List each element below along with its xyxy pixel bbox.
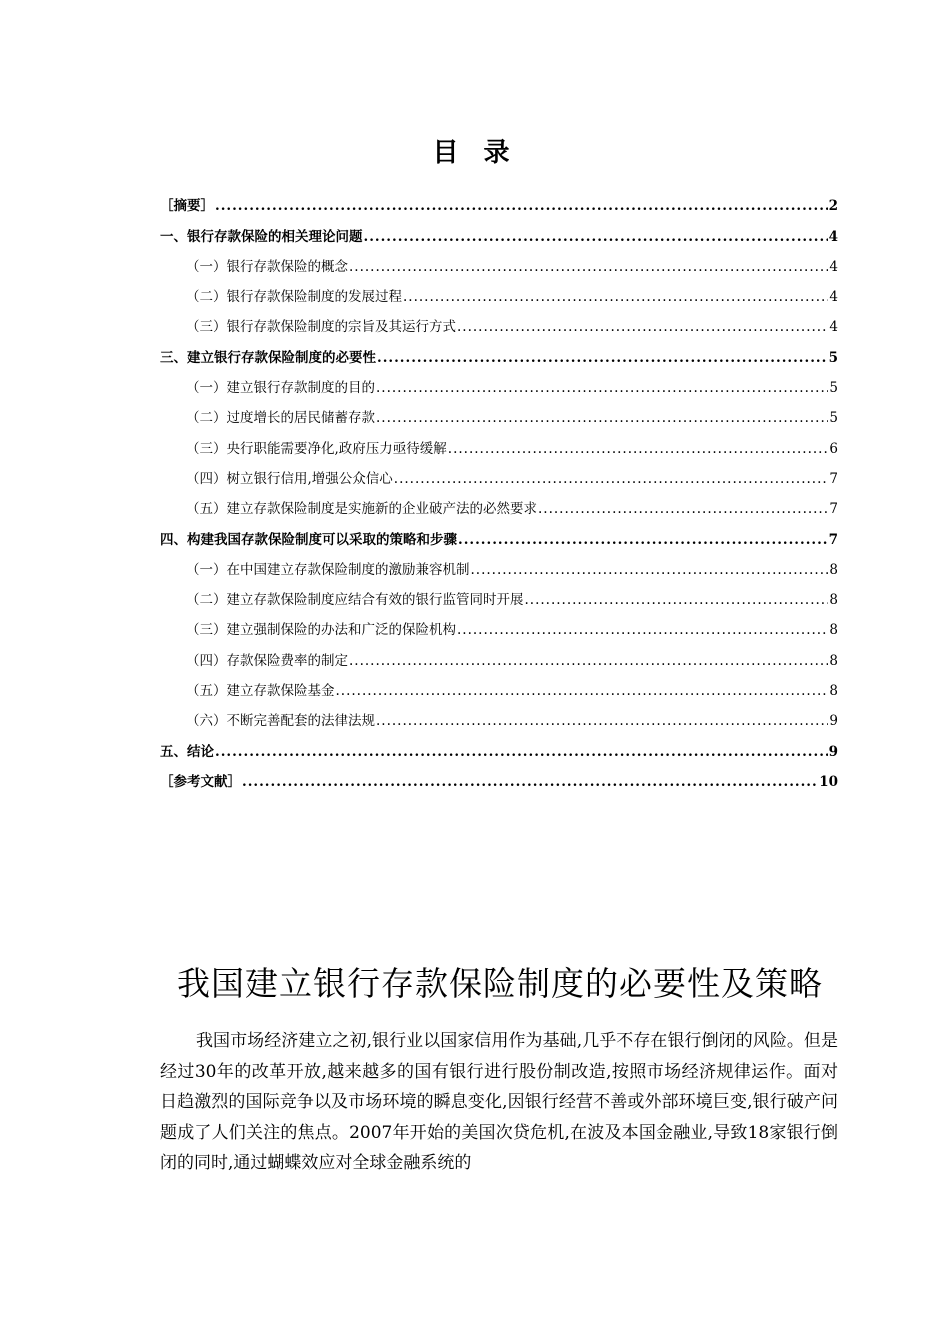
toc-entry-page: 8 xyxy=(829,683,838,700)
toc-entry[interactable] xyxy=(160,214,838,244)
toc-entry-page: 4 xyxy=(829,258,838,275)
toc-entry[interactable] xyxy=(160,366,838,396)
toc-dot-leader xyxy=(394,471,829,487)
toc-entry[interactable] xyxy=(160,608,838,638)
toc-dot-leader xyxy=(457,319,828,335)
toc-entry-title: （二）建立存款保险制度应结合有效的银行监管同时开展 xyxy=(186,592,524,609)
toc-entry-title: （二）过度增长的居民储蓄存款 xyxy=(186,410,375,427)
toc-entry-page: 10 xyxy=(819,773,838,790)
toc-entry[interactable] xyxy=(160,396,838,426)
document-title: 我国建立银行存款保险制度的必要性及策略 xyxy=(177,964,823,1003)
toc-entry-page: 9 xyxy=(829,713,838,730)
toc-dot-leader xyxy=(471,562,829,578)
toc-entry[interactable] xyxy=(160,548,838,578)
body-paragraph: 我国市场经济建立之初,银行业以国家信用作为基础,几乎不存在银行倒闭的风险。但是经过30年的改革开放,越来越多的国有银行进行股份制改造,按照市场经济规律运作。面对日趋激烈的国际竞争以及市场环境的瞬息变化,因银行经营不善或外部环境巨变,银行破产问题成了人们关注的焦点。2007年开始的美国次贷危机,在波及本国金融业,导致18家银行倒闭的同时,通过蝴蝶效应对全球金融系统的 xyxy=(160,1031,838,1173)
toc-entry[interactable] xyxy=(160,457,838,487)
toc-title: 目 录 xyxy=(432,138,518,168)
toc-entry-page: 2 xyxy=(828,198,838,215)
toc-entry[interactable] xyxy=(160,335,838,365)
toc-dot-leader xyxy=(403,289,828,305)
toc-entry-title: （六）不断完善配套的法律法规 xyxy=(186,713,375,730)
toc-entry-title: （三）央行职能需要净化,政府压力亟待缓解 xyxy=(186,440,447,457)
toc-entry[interactable] xyxy=(160,729,838,759)
toc-entry-page: 5 xyxy=(828,349,838,366)
toc-entry[interactable] xyxy=(160,275,838,305)
toc-entry-page: 7 xyxy=(829,501,838,518)
toc-dot-leader xyxy=(215,744,828,760)
toc-entry-page: 8 xyxy=(829,561,838,578)
toc-dot-leader xyxy=(215,198,828,214)
toc-entry[interactable] xyxy=(160,760,838,790)
toc-entry[interactable] xyxy=(160,245,838,275)
toc-entry-title: （一）在中国建立存款保险制度的激励兼容机制 xyxy=(186,561,470,578)
toc-dot-leader xyxy=(525,592,829,608)
toc-entry[interactable] xyxy=(160,638,838,668)
toc-entry[interactable] xyxy=(160,305,838,335)
toc-entry-title: （三）银行存款保险制度的宗旨及其运行方式 xyxy=(186,319,456,336)
toc-entry-title: （一）建立银行存款制度的目的 xyxy=(186,380,375,397)
toc-entry-title: ［参考文献］ xyxy=(160,773,241,790)
toc-entry[interactable] xyxy=(160,184,838,214)
toc-dot-leader xyxy=(364,229,828,245)
toc-dot-leader xyxy=(336,683,829,699)
toc-entry-page: 4 xyxy=(828,228,838,245)
toc-entry-page: 5 xyxy=(829,410,838,427)
toc-entry-title: 五、结论 xyxy=(160,743,214,760)
toc-entry[interactable] xyxy=(160,487,838,517)
toc-entry-title: （一）银行存款保险的概念 xyxy=(186,258,348,275)
toc-entry-title: （二）银行存款保险制度的发展过程 xyxy=(186,289,402,306)
toc-entry-page: 8 xyxy=(829,592,838,609)
toc-dot-leader xyxy=(376,410,828,426)
toc-entry-page: 4 xyxy=(829,319,838,336)
toc-entry-page: 4 xyxy=(829,289,838,306)
table-of-contents xyxy=(160,184,838,790)
toc-entry-page: 7 xyxy=(828,531,838,548)
toc-entry-title: （五）建立存款保险制度是实施新的企业破产法的必然要求 xyxy=(186,501,537,518)
toc-dot-leader xyxy=(242,774,818,790)
toc-entry-title: （四）树立银行信用,增强公众信心 xyxy=(186,470,393,487)
toc-entry-title: 三、建立银行存款保险制度的必要性 xyxy=(160,349,376,366)
toc-entry-page: 8 xyxy=(829,622,838,639)
toc-entry-title: （三）建立强制保险的办法和广泛的保险机构 xyxy=(186,622,456,639)
toc-dot-leader xyxy=(458,532,828,548)
toc-dot-leader xyxy=(376,380,828,396)
toc-entry-page: 5 xyxy=(829,380,838,397)
toc-entry[interactable] xyxy=(160,669,838,699)
toc-entry[interactable] xyxy=(160,426,838,456)
toc-dot-leader xyxy=(448,441,829,457)
toc-dot-leader xyxy=(349,259,828,275)
toc-dot-leader xyxy=(376,713,828,729)
toc-entry-title: ［摘要］ xyxy=(160,198,214,215)
toc-entry-title: 四、构建我国存款保险制度可以采取的策略和步骤 xyxy=(160,531,457,548)
toc-entry[interactable] xyxy=(160,578,838,608)
toc-dot-leader xyxy=(377,350,828,366)
toc-dot-leader xyxy=(457,622,828,638)
toc-entry-title: （五）建立存款保险基金 xyxy=(186,683,335,700)
toc-entry-page: 9 xyxy=(828,743,838,760)
toc-entry-title: （四）存款保险费率的制定 xyxy=(186,652,348,669)
toc-dot-leader xyxy=(349,653,828,669)
toc-dot-leader xyxy=(538,501,828,517)
toc-entry-page: 7 xyxy=(829,470,838,487)
toc-entry-page: 8 xyxy=(829,652,838,669)
toc-entry[interactable] xyxy=(160,699,838,729)
toc-entry[interactable] xyxy=(160,517,838,547)
toc-entry-title: 一、银行存款保险的相关理论问题 xyxy=(160,228,363,245)
toc-entry-page: 6 xyxy=(829,440,838,457)
